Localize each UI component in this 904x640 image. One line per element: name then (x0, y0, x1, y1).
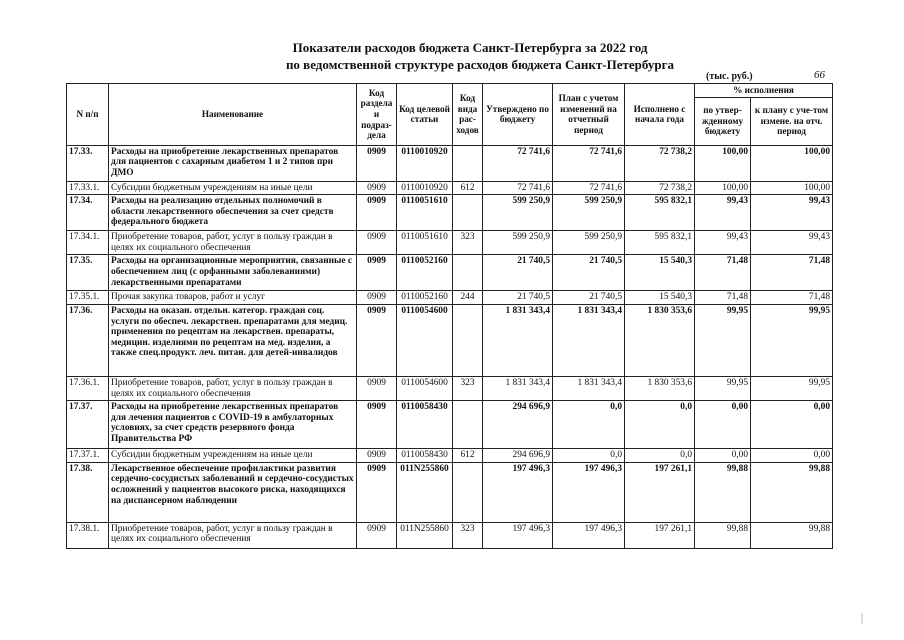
row-pct-plan: 71,48 (751, 255, 833, 291)
row-name: Лекарственное обеспечение профилактики развития сердечно-сосудистых заболеваний и сердечно-сосудистых осложнений у пациентов высокого риска, находящихся на диспансерном наблюдении (109, 462, 357, 522)
row-pct-approved: 0,00 (695, 449, 751, 463)
row-section-code: 0909 (357, 145, 397, 181)
col-header-num: N п/п (67, 84, 109, 146)
row-type-code: 244 (453, 291, 483, 305)
col-header-pct-group: % исполнения (695, 84, 833, 98)
row-name: Приобретение товаров, работ, услуг в пользу граждан в целях их социального обеспечения (109, 231, 357, 255)
row-target-code: 0110058430 (397, 401, 453, 449)
row-num: 17.37.1. (67, 449, 109, 463)
row-target-code: 011N255860 (397, 462, 453, 522)
row-plan: 21 740,5 (553, 291, 625, 305)
row-pct-approved: 100,00 (695, 145, 751, 181)
row-executed: 0,0 (625, 401, 695, 449)
row-pct-plan: 99,95 (751, 376, 833, 400)
table-row (67, 376, 833, 400)
row-executed: 15 540,3 (625, 255, 695, 291)
row-num: 17.35. (67, 255, 109, 291)
row-executed: 72 738,2 (625, 145, 695, 181)
table-row (67, 304, 833, 376)
table-row (67, 231, 833, 255)
row-target-code: 0110051610 (397, 231, 453, 255)
row-pct-plan: 100,00 (751, 145, 833, 181)
row-name: Расходы на организационные мероприятия, связанные с обеспечением лиц (с орфанными заболеваниями) лекарственными препаратами (109, 255, 357, 291)
row-approved: 72 741,6 (483, 145, 553, 181)
row-plan: 0,0 (553, 449, 625, 463)
row-pct-plan: 99,43 (751, 231, 833, 255)
row-target-code: 0110054600 (397, 304, 453, 376)
row-approved: 1 831 343,4 (483, 376, 553, 400)
units-label: (тыс. руб.) (706, 71, 753, 82)
row-plan: 197 496,3 (553, 522, 625, 548)
row-num: 17.38. (67, 462, 109, 522)
row-num: 17.33. (67, 145, 109, 181)
row-section-code: 0909 (357, 376, 397, 400)
table-row (67, 255, 833, 291)
row-pct-plan: 99,88 (751, 522, 833, 548)
row-type-code: 612 (453, 181, 483, 195)
row-section-code: 0909 (357, 401, 397, 449)
row-target-code: 0110058430 (397, 449, 453, 463)
row-approved: 197 496,3 (483, 522, 553, 548)
table-row (67, 401, 833, 449)
row-type-code: 323 (453, 522, 483, 548)
row-executed: 0,0 (625, 449, 695, 463)
row-pct-plan: 100,00 (751, 181, 833, 195)
row-name: Расходы на реализацию отдельных полномочий в области лекарственного обеспечения за счет средств федерального бюджета (109, 195, 357, 231)
row-target-code: 0110054600 (397, 376, 453, 400)
col-header-approved: Утверждено по бюджету (483, 84, 553, 146)
row-name: Субсидии бюджетным учреждениям на иные цели (109, 449, 357, 463)
col-header-name: Наименование (109, 84, 357, 146)
row-approved: 294 696,9 (483, 449, 553, 463)
col-header-plan: План с учетом изменений на отчетный период (553, 84, 625, 146)
row-executed: 595 832,1 (625, 231, 695, 255)
table-row (67, 462, 833, 522)
row-pct-approved: 0,00 (695, 401, 751, 449)
row-pct-approved: 99,95 (695, 304, 751, 376)
row-approved: 72 741,6 (483, 181, 553, 195)
row-section-code: 0909 (357, 462, 397, 522)
page-number: 66 (814, 69, 825, 81)
row-executed: 1 830 353,6 (625, 304, 695, 376)
row-section-code: 0909 (357, 291, 397, 305)
row-plan: 197 496,3 (553, 462, 625, 522)
row-section-code: 0909 (357, 522, 397, 548)
row-type-code: 323 (453, 376, 483, 400)
row-name: Субсидии бюджетным учреждениям на иные цели (109, 181, 357, 195)
col-header-executed: Исполнено с начала года (625, 84, 695, 146)
row-name: Расходы на оказан. отдельн. категор. граждан соц. услуги по обеспеч. лекарствен. препаратами для медиц. применения по рецептам на лекарствен. препараты, медицин. изделиями по рецептам на мед. изделия, а также спец.продукт. леч. питан. для детей-инвалидов (109, 304, 357, 376)
table-row (67, 291, 833, 305)
row-plan: 1 831 343,4 (553, 376, 625, 400)
row-plan: 21 740,5 (553, 255, 625, 291)
col-header-pct-plan: к плану с уче-том измене. на отч. период (751, 97, 833, 145)
row-num: 17.34.1. (67, 231, 109, 255)
row-executed: 197 261,1 (625, 462, 695, 522)
row-approved: 1 831 343,4 (483, 304, 553, 376)
table-row (67, 449, 833, 463)
row-target-code: 0110010920 (397, 145, 453, 181)
col-header-target: Код целевой статьи (397, 84, 453, 146)
row-executed: 72 738,2 (625, 181, 695, 195)
row-pct-approved: 99,95 (695, 376, 751, 400)
row-executed: 197 261,1 (625, 522, 695, 548)
row-pct-plan: 71,48 (751, 291, 833, 305)
table-row (67, 181, 833, 195)
row-pct-approved: 71,48 (695, 291, 751, 305)
row-name: Приобретение товаров, работ, услуг в пользу граждан в целях их социального обеспечения (109, 376, 357, 400)
row-num: 17.33.1. (67, 181, 109, 195)
row-approved: 21 740,5 (483, 255, 553, 291)
row-target-code: 0110052160 (397, 291, 453, 305)
row-approved: 21 740,5 (483, 291, 553, 305)
row-pct-approved: 71,48 (695, 255, 751, 291)
row-plan: 599 250,9 (553, 195, 625, 231)
row-type-code (453, 462, 483, 522)
row-executed: 1 830 353,6 (625, 376, 695, 400)
page-subtitle: по ведомственной структуре расходов бюджета Санкт-Петербурга (285, 57, 675, 72)
row-section-code: 0909 (357, 231, 397, 255)
row-pct-plan: 0,00 (751, 401, 833, 449)
row-plan: 72 741,6 (553, 145, 625, 181)
row-section-code: 0909 (357, 304, 397, 376)
row-section-code: 0909 (357, 195, 397, 231)
row-target-code: 011N255860 (397, 522, 453, 548)
row-target-code: 0110052160 (397, 255, 453, 291)
table-row (67, 522, 833, 548)
row-section-code: 0909 (357, 449, 397, 463)
row-name: Расходы на приобретение лекарственных препаратов для лечения пациентов с COVID-19 в амбулаторных условиях, за счет средств резервного фонда Правительства РФ (109, 401, 357, 449)
row-target-code: 0110010920 (397, 181, 453, 195)
row-section-code: 0909 (357, 255, 397, 291)
row-plan: 72 741,6 (553, 181, 625, 195)
row-num: 17.37. (67, 401, 109, 449)
row-type-code (453, 255, 483, 291)
row-approved: 197 496,3 (483, 462, 553, 522)
row-type-code (453, 401, 483, 449)
row-pct-approved: 100,00 (695, 181, 751, 195)
row-executed: 15 540,3 (625, 291, 695, 305)
row-plan: 599 250,9 (553, 231, 625, 255)
row-name: Прочая закупка товаров, работ и услуг (109, 291, 357, 305)
page-title: Показатели расходов бюджета Санкт-Петербурга за 2022 год (292, 40, 648, 55)
row-type-code (453, 145, 483, 181)
row-target-code: 0110051610 (397, 195, 453, 231)
col-header-pct-approved: по утвер-жденному бюджету (695, 97, 751, 145)
table-row (67, 195, 833, 231)
row-name: Приобретение товаров, работ, услуг в пользу граждан в целях их социального обеспечения (109, 522, 357, 548)
row-num: 17.34. (67, 195, 109, 231)
table-row (67, 145, 833, 181)
col-header-type: Код вида рас-ходов (453, 84, 483, 146)
row-executed: 595 832,1 (625, 195, 695, 231)
row-approved: 294 696,9 (483, 401, 553, 449)
row-num: 17.35.1. (67, 291, 109, 305)
row-num: 17.36.1. (67, 376, 109, 400)
budget-table (66, 83, 833, 549)
row-pct-plan: 0,00 (751, 449, 833, 463)
row-pct-approved: 99,43 (695, 231, 751, 255)
table-body (67, 145, 833, 548)
col-header-section: Код раздела и подраз-дела (357, 84, 397, 146)
row-type-code: 323 (453, 231, 483, 255)
row-type-code (453, 304, 483, 376)
row-num: 17.38.1. (67, 522, 109, 548)
row-section-code: 0909 (357, 181, 397, 195)
row-num: 17.36. (67, 304, 109, 376)
row-pct-approved: 99,43 (695, 195, 751, 231)
row-plan: 1 831 343,4 (553, 304, 625, 376)
row-approved: 599 250,9 (483, 195, 553, 231)
row-approved: 599 250,9 (483, 231, 553, 255)
row-pct-approved: 99,88 (695, 522, 751, 548)
row-type-code: 612 (453, 449, 483, 463)
row-pct-plan: 99,43 (751, 195, 833, 231)
row-plan: 0,0 (553, 401, 625, 449)
row-pct-plan: 99,95 (751, 304, 833, 376)
row-pct-plan: 99,88 (751, 462, 833, 522)
row-type-code (453, 195, 483, 231)
row-name: Расходы на приобретение лекарственных препаратов для пациентов с сахарным диабетом 1 и 2 типов при ДМО (109, 145, 357, 181)
row-pct-approved: 99,88 (695, 462, 751, 522)
page-mark-icon (860, 612, 870, 626)
